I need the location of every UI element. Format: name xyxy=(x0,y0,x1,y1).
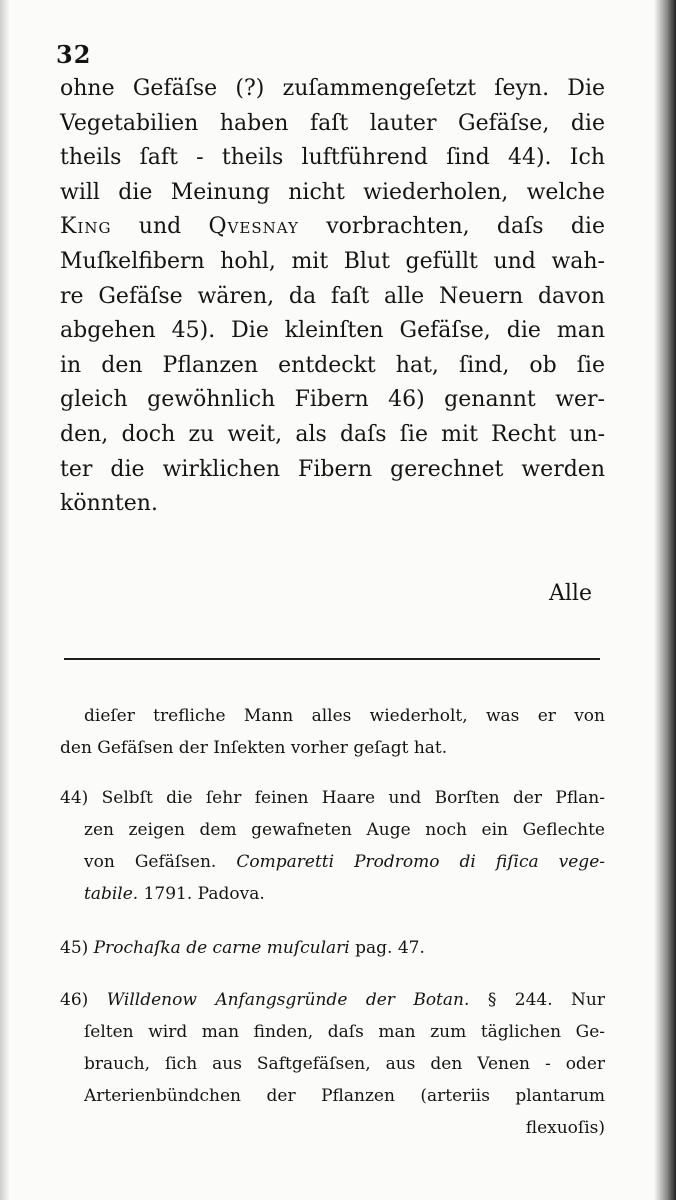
citation-title: tabile. xyxy=(84,884,139,904)
text-fragment: und xyxy=(138,214,182,240)
footnote-44-line xyxy=(60,846,605,878)
text-line: re Gefäſse wären, da faſt alle Neuern davon xyxy=(60,283,605,309)
spacer xyxy=(60,910,605,932)
text-line: könnten. xyxy=(60,491,158,517)
footnote-46-line: Arterienbündchen der Pflanzen (arteriis plantarum xyxy=(84,1086,605,1106)
text-line: den, doch zu weit, als daſs ſie mit Recht un- xyxy=(60,421,605,447)
main-text xyxy=(60,72,605,522)
text-line: theils ſaft - theils luftführend ſind 44). Ich xyxy=(60,145,605,171)
footnotes xyxy=(60,700,605,1144)
page-number: 32 xyxy=(56,40,92,69)
footnote-number: 45) xyxy=(60,938,89,958)
text-line: gleich gewöhnlich Fibern 46) genannt wer- xyxy=(60,387,605,413)
footnote-44-line xyxy=(60,878,605,910)
text-line: will die Meinung nicht wiederholen, welche xyxy=(60,179,605,205)
citation-title: Willdenow Anfangsgründe der Botan. xyxy=(106,990,470,1010)
spacer xyxy=(60,764,605,782)
author-name-qvesnay: Qvesnay xyxy=(208,214,299,240)
text-fragment: § 244. Nur xyxy=(487,990,606,1010)
text-fragment: 1791. Padova. xyxy=(143,884,265,904)
footnote-46-line xyxy=(60,984,605,1016)
text-line: abgehen 45). Die kleinſten Gefäſse, die man xyxy=(60,318,605,344)
page-edge-shadow-left xyxy=(0,0,10,1200)
author-name-king: King xyxy=(60,214,112,240)
footnote-46-line: brauch, ſich aus Saftgefäſsen, aus den Venen - oder xyxy=(84,1054,605,1074)
spacer xyxy=(60,964,605,984)
footnote-46-line: ſelten wird man finden, daſs man zum täglichen Ge- xyxy=(84,1022,605,1042)
citation-title: Prochaſka de carne muſculari xyxy=(93,938,350,958)
page-edge-shadow-right xyxy=(654,0,676,1200)
text-line xyxy=(60,210,605,245)
text-fragment: pag. 47. xyxy=(355,938,425,958)
citation-title: Comparetti Prodromo di fiſica vege- xyxy=(236,852,605,872)
footnote-46-line: flexuoſis) xyxy=(525,1118,605,1138)
footnote-continuation-line: dieſer trefliche Mann alles wiederholt, was er von xyxy=(84,706,605,726)
catchword: Alle xyxy=(549,581,592,606)
text-line: ter die wirklichen Fibern gerechnet werden xyxy=(60,456,605,482)
footnote-number: 46) xyxy=(60,990,89,1010)
text-line: Vegetabilien haben faſt lauter Gefäſse, die xyxy=(60,110,605,136)
text-fragment: vorbrachten, daſs die xyxy=(326,214,605,240)
text-line: Muſkelfibern hohl, mit Blut gefüllt und wah- xyxy=(60,248,605,274)
text-line: in den Pflanzen entdeckt hat, ſind, ob ſie xyxy=(60,352,605,378)
footnote-continuation-line: den Gefäſsen der Inſekten vorher geſagt hat. xyxy=(60,738,448,758)
footnote-45-line xyxy=(60,932,605,964)
text-fragment: von Gefäſsen. xyxy=(84,852,217,872)
footnote-44-line: zen zeigen dem gewafneten Auge noch ein Geflechte xyxy=(84,820,605,840)
footnote-44-line: 44) Selbſt die ſehr feinen Haare und Borſten der Pflan- xyxy=(60,788,605,808)
footnote-separator-rule xyxy=(64,658,600,660)
text-line: ohne Gefäſse (?) zuſammengeſetzt ſeyn. Die xyxy=(60,76,605,101)
